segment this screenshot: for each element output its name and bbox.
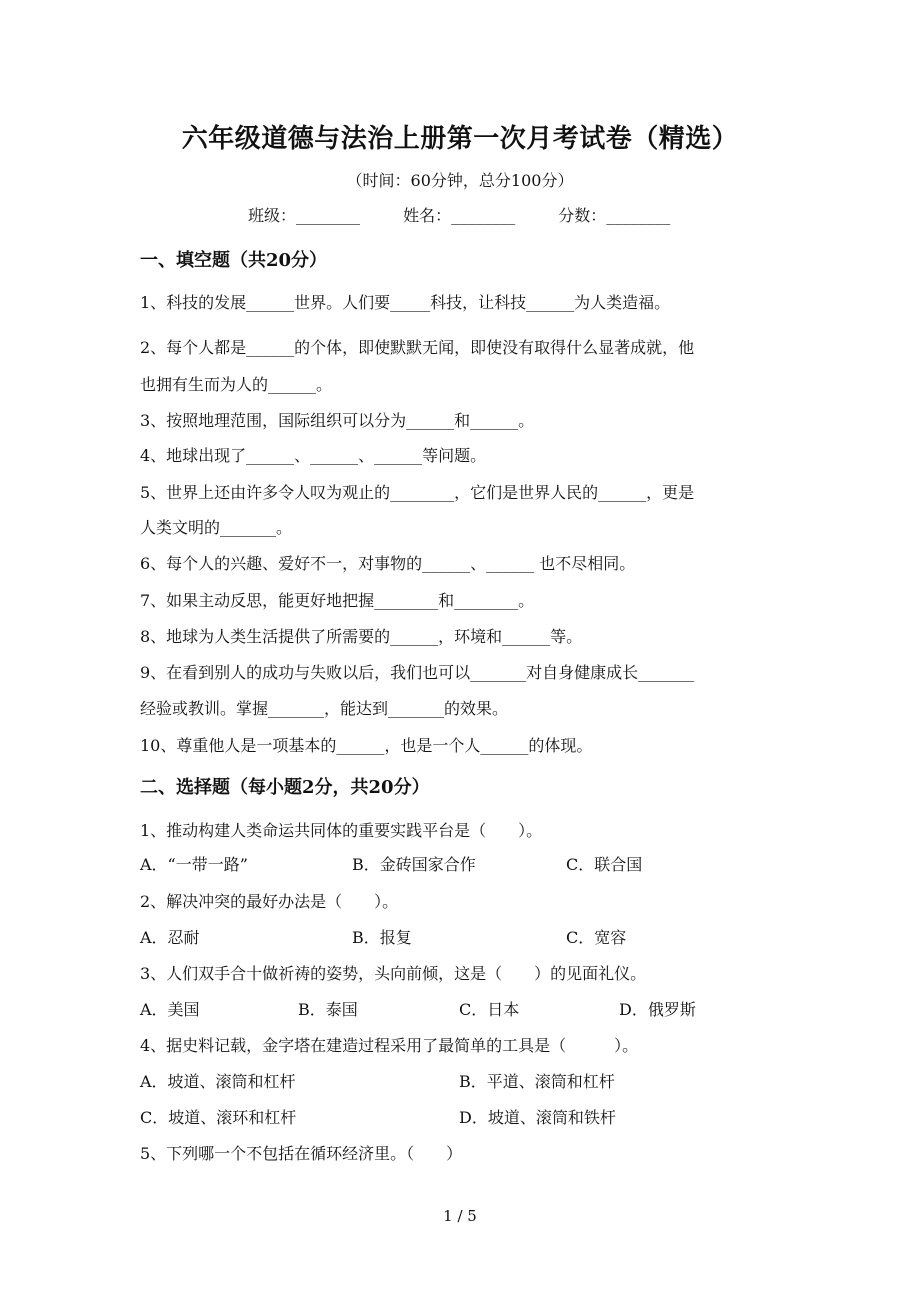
name-field: 姓名：________ <box>403 206 516 225</box>
question-line: 4、地球出现了______、______、______等问题。 <box>140 446 487 465</box>
section-heading-choice: 二、选择题（每小题2分，共20分） <box>140 777 430 798</box>
option-c: C．日本 <box>459 1000 520 1019</box>
question-line: 3、按照地理范围，国际组织可以分为______和______。 <box>140 411 535 430</box>
question-line: 7、如果主动反思，能更好地把握________和________。 <box>140 591 535 610</box>
question-line: 5、世界上还由许多令人叹为观止的________，它们是世界人民的______，更是 <box>140 483 695 502</box>
option-d: D．俄罗斯 <box>619 1000 696 1019</box>
exam-time-info: （时间：60分钟，总分100分） <box>346 171 574 190</box>
option-c: C．联合国 <box>566 855 643 874</box>
question-stem: 4、据史料记载，金字塔在建造过程采用了最简单的工具是（ ）。 <box>140 1036 639 1055</box>
question-line: 1、科技的发展______世界。人们要_____科技，让科技______为人类造福。 <box>140 293 671 312</box>
class-field: 班级：________ <box>248 206 361 225</box>
question-stem: 1、推动构建人类命运共同体的重要实践平台是（ ）。 <box>140 821 543 840</box>
option-b: B．平道、滚筒和杠杆 <box>459 1072 615 1091</box>
question-line: 2、每个人都是______的个体，即使默默无闻，即使没有取得什么显著成就，他 <box>140 338 695 357</box>
question-line: 经验或教训。掌握_______，能达到_______的效果。 <box>140 699 509 718</box>
question-line: 人类文明的_______。 <box>140 518 293 537</box>
page-title: 六年级道德与法治上册第一次月考试卷（精选） <box>181 124 739 154</box>
question-line: 9、在看到别人的成功与失败以后，我们也可以_______对自身健康成长_______ <box>140 663 695 682</box>
option-c: C．坡道、滚环和杠杆 <box>140 1108 297 1127</box>
question-line: 10、尊重他人是一项基本的______，也是一个人______的体现。 <box>140 736 593 755</box>
question-stem: 3、人们双手合十做祈祷的姿势，头向前倾，这是（ ）的见面礼仪。 <box>140 964 647 983</box>
student-info-row <box>248 203 670 226</box>
question-line: 6、每个人的兴趣、爱好不一，对事物的______、______ 也不尽相同。 <box>140 554 636 573</box>
section-heading-fill-blank: 一、填空题（共20分） <box>140 250 328 271</box>
option-b: B．泰国 <box>298 1000 358 1019</box>
option-a: A．忍耐 <box>140 928 200 947</box>
question-line: 8、地球为人类生活提供了所需要的______，环境和______等。 <box>140 627 583 646</box>
page-number: 1 / 5 <box>443 1207 477 1225</box>
option-b: B．金砖国家合作 <box>352 855 476 874</box>
option-a: A．美国 <box>140 1000 200 1019</box>
option-a: A．“一带一路” <box>140 855 248 874</box>
score-field: 分数：________ <box>558 206 671 225</box>
question-stem: 2、解决冲突的最好办法是（ ）。 <box>140 892 399 911</box>
question-stem: 5、下列哪一个不包括在循环经济里。（ ） <box>140 1144 463 1163</box>
question-line: 也拥有生而为人的______。 <box>140 375 333 394</box>
option-d: D．坡道、滚筒和铁杆 <box>459 1108 616 1127</box>
option-b: B．报复 <box>352 928 412 947</box>
option-a: A．坡道、滚筒和杠杆 <box>140 1072 296 1091</box>
option-c: C．宽容 <box>566 928 627 947</box>
